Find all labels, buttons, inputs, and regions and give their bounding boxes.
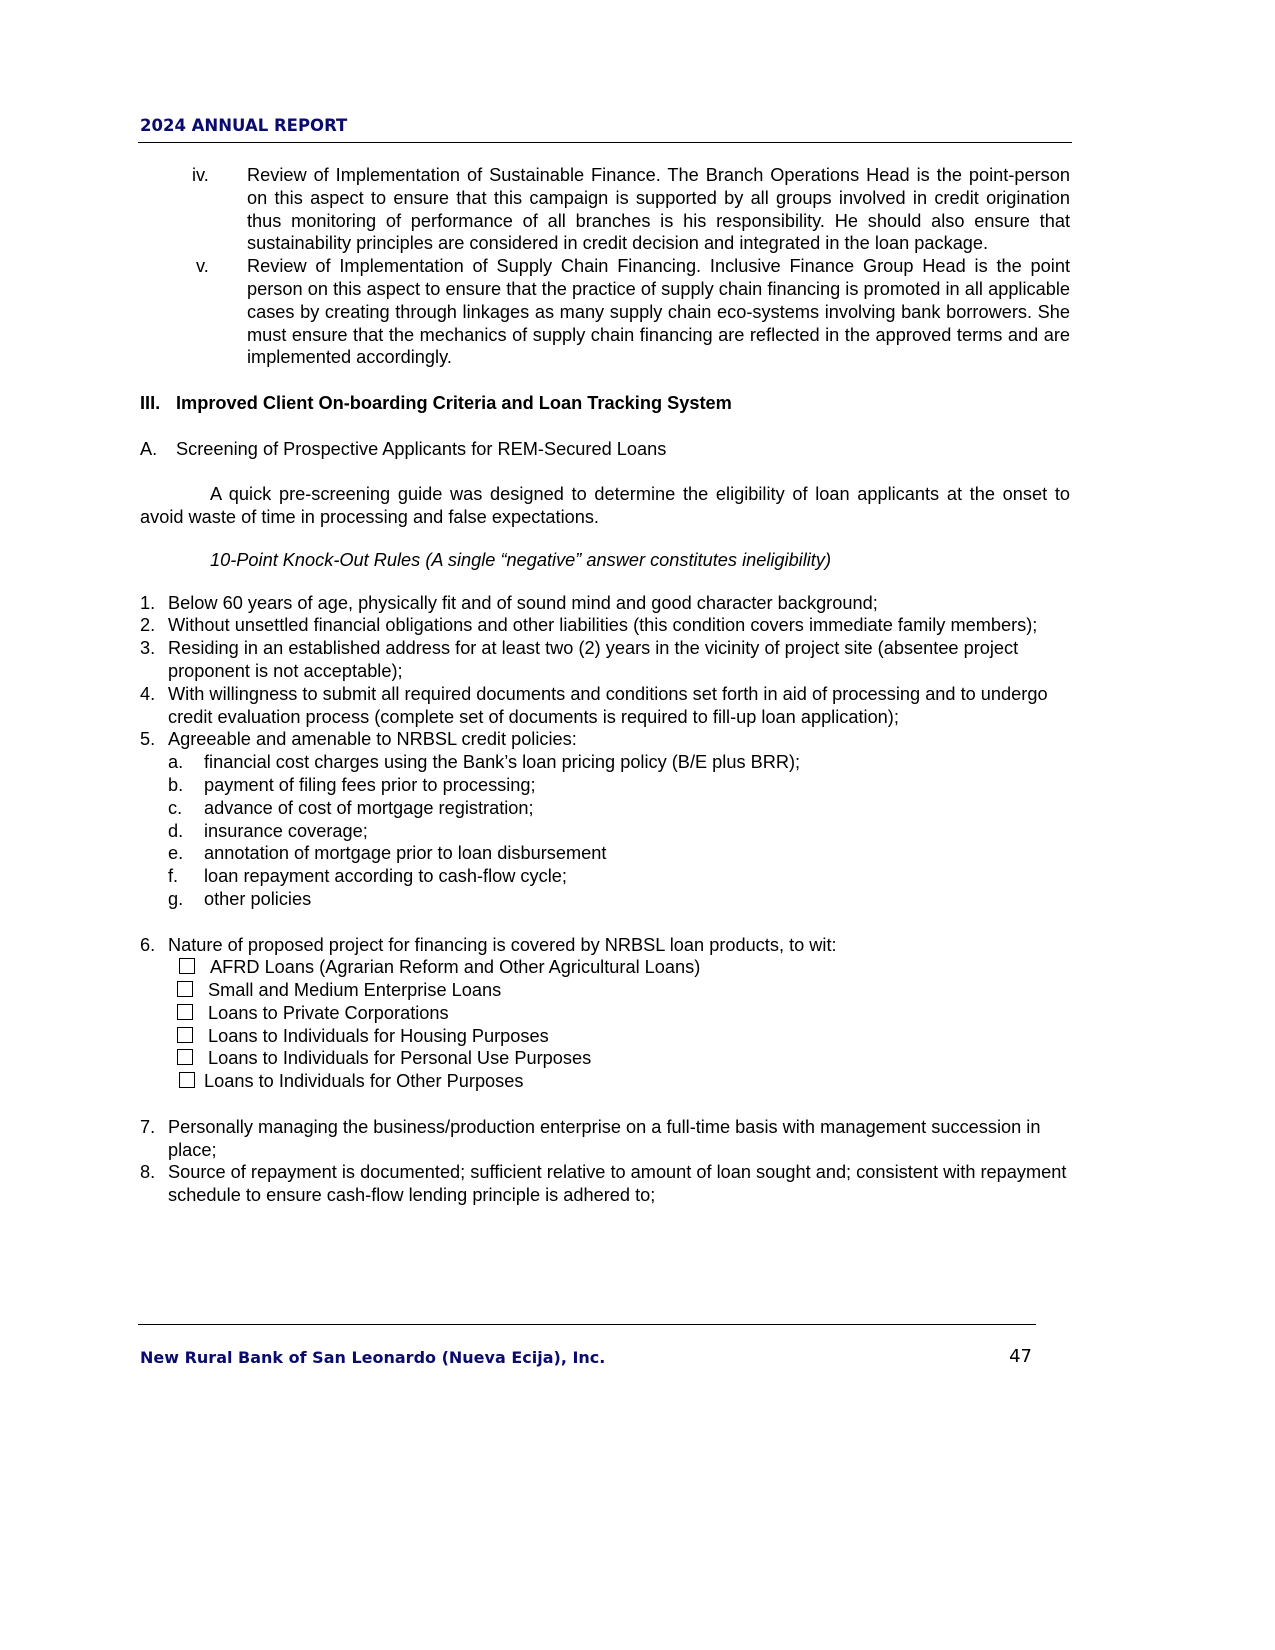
checkbox-afrd[interactable] xyxy=(179,958,195,974)
policy-letter: g. xyxy=(168,888,184,909)
spacer xyxy=(168,911,1070,934)
checklist-item[interactable] xyxy=(168,979,1070,1002)
intro-paragraph: A quick pre-screening guide was designed to determine the eligibility of loan applicants at the onset to avoid waste of time in processing and false expectations. xyxy=(140,484,1070,527)
policy-item xyxy=(168,888,1070,911)
checkbox-label: Loans to Private Corporations xyxy=(208,1002,449,1023)
checklist-item[interactable] xyxy=(168,1002,1070,1025)
checkbox-private-corporations[interactable] xyxy=(177,1004,193,1020)
page-number: 47 xyxy=(1009,1346,1032,1367)
rule-number: 1. xyxy=(140,592,156,613)
checkbox-label: Loans to Individuals for Other Purposes xyxy=(204,1071,524,1092)
rule-number: 7. xyxy=(140,1116,156,1137)
rules-subtitle: 10-Point Knock-Out Rules (A single “negative” answer constitutes ineligibility) xyxy=(210,549,832,570)
checkbox-housing[interactable] xyxy=(177,1027,193,1043)
policy-letter: f. xyxy=(168,866,179,887)
policy-text: insurance coverage; xyxy=(204,820,368,841)
section-number: III. xyxy=(140,392,161,413)
rule-text: With willingness to submit all required documents and conditions set forth in aid of processing and to undergo credit evaluation process (complete set of documents is required to fill-up loan application); xyxy=(168,683,1048,727)
policy-item xyxy=(168,774,1070,797)
document-body xyxy=(140,164,1070,1207)
rule-number: 6. xyxy=(140,934,156,955)
rule-item xyxy=(140,1116,1070,1162)
policy-item xyxy=(168,751,1070,774)
policy-letter: d. xyxy=(168,820,184,841)
item-number: v. xyxy=(196,256,209,277)
rule-number: 5. xyxy=(140,729,156,750)
rule-item xyxy=(140,637,1070,683)
rule-number: 4. xyxy=(140,683,156,704)
rule-text: Nature of proposed project for financing is covered by NRBSL loan products, to wit: xyxy=(168,934,837,955)
policy-letter: e. xyxy=(168,843,184,864)
roman-item-v xyxy=(140,255,1070,369)
rule-item xyxy=(140,683,1070,729)
rule-item xyxy=(140,1161,1070,1207)
roman-item-iv xyxy=(140,164,1070,255)
policy-letter: a. xyxy=(168,752,184,773)
rule-number: 2. xyxy=(140,615,156,636)
rule-item xyxy=(140,614,1070,637)
subsection-heading-A xyxy=(140,438,1070,461)
rule-text: Personally managing the business/production enterprise on a full-time basis with management succession in place; xyxy=(168,1116,1041,1160)
policy-text: annotation of mortgage prior to loan disbursement xyxy=(204,843,607,864)
organization-name: New Rural Bank of San Leonardo (Nueva Ecija), Inc. xyxy=(140,1348,606,1367)
policy-item xyxy=(168,842,1070,865)
rule-item xyxy=(140,728,1070,933)
policy-text: other policies xyxy=(204,888,312,909)
checklist-item[interactable] xyxy=(168,1025,1070,1048)
rule-item xyxy=(140,934,1070,1116)
checkbox-label: AFRD Loans (Agrarian Reform and Other Agricultural Loans) xyxy=(210,957,701,978)
spacer xyxy=(168,1093,1070,1116)
item-number: iv. xyxy=(192,165,209,185)
rule-text: Below 60 years of age, physically fit and of sound mind and good character background; xyxy=(168,592,878,613)
loan-products-checklist xyxy=(168,956,1070,1093)
page-header xyxy=(140,116,1072,135)
item-text: Review of Implementation of Supply Chain Financing. Inclusive Finance Group Head is the point person on this aspect to ensure that the practice of supply chain financing is promoted in all applicable cases by creating through linkages as many supply chain eco-systems involving bank borrowers. She must ensure that the mechanics of supply chain financing are reflected in the approved terms and are implemented accordingly. xyxy=(247,256,1070,368)
rule-number: 8. xyxy=(140,1162,156,1183)
checklist-item[interactable] xyxy=(168,1047,1070,1070)
checklist-item[interactable] xyxy=(168,1070,1070,1093)
policy-item xyxy=(168,865,1070,888)
policy-text: loan repayment according to cash-flow cycle; xyxy=(204,866,567,887)
subsection-title: Screening of Prospective Applicants for REM-Secured Loans xyxy=(176,438,667,459)
header-divider xyxy=(138,142,1072,143)
policy-item xyxy=(168,797,1070,820)
report-title: 2024 ANNUAL REPORT xyxy=(140,116,348,135)
checkbox-label: Small and Medium Enterprise Loans xyxy=(208,980,502,1001)
subsection-letter: A. xyxy=(140,438,158,459)
item-text: Review of Implementation of Sustainable Finance. The Branch Operations Head is the point-person on this aspect to ensure that this campaign is supported by all groups involved in credit origination thus monitoring of performance of all branches is his responsibility. He should also ensure that sustainability principles are considered in credit decision and integrated in the loan package. xyxy=(247,165,1070,254)
checkbox-personal-use[interactable] xyxy=(177,1049,193,1065)
checkbox-label: Loans to Individuals for Personal Use Purposes xyxy=(208,1048,592,1069)
footer-divider xyxy=(138,1324,1036,1325)
policy-letter: c. xyxy=(168,797,183,818)
section-heading-III xyxy=(140,392,1070,415)
policy-text: financial cost charges using the Bank’s loan pricing policy (B/E plus BRR); xyxy=(204,752,801,773)
checkbox-other-purposes[interactable] xyxy=(179,1072,195,1088)
rule-text: Agreeable and amenable to NRBSL credit policies: xyxy=(168,729,577,750)
rule-number: 3. xyxy=(140,638,156,659)
policy-text: payment of filing fees prior to processing; xyxy=(204,774,536,795)
checklist-item[interactable] xyxy=(168,956,1070,979)
section-title: Improved Client On-boarding Criteria and Loan Tracking System xyxy=(176,392,732,413)
checkbox-label: Loans to Individuals for Housing Purposes xyxy=(208,1025,549,1046)
rule-item xyxy=(140,592,1070,615)
checkbox-sme[interactable] xyxy=(177,981,193,997)
policy-item xyxy=(168,820,1070,843)
rule-text: Without unsettled financial obligations and other liabilities (this condition covers immediate family members); xyxy=(168,615,1038,636)
rule-text: Source of repayment is documented; sufficient relative to amount of loan sought and; consistent with repayment schedule to ensure cash-flow lending principle is adhered to; xyxy=(168,1162,1067,1206)
knockout-rules-list xyxy=(140,592,1070,1208)
policy-text: advance of cost of mortgage registration; xyxy=(204,797,534,818)
credit-policies-list xyxy=(168,751,1070,911)
policy-letter: b. xyxy=(168,774,184,795)
rule-text: Residing in an established address for at least two (2) years in the vicinity of project site (absentee project proponent is not acceptable); xyxy=(168,638,1019,681)
